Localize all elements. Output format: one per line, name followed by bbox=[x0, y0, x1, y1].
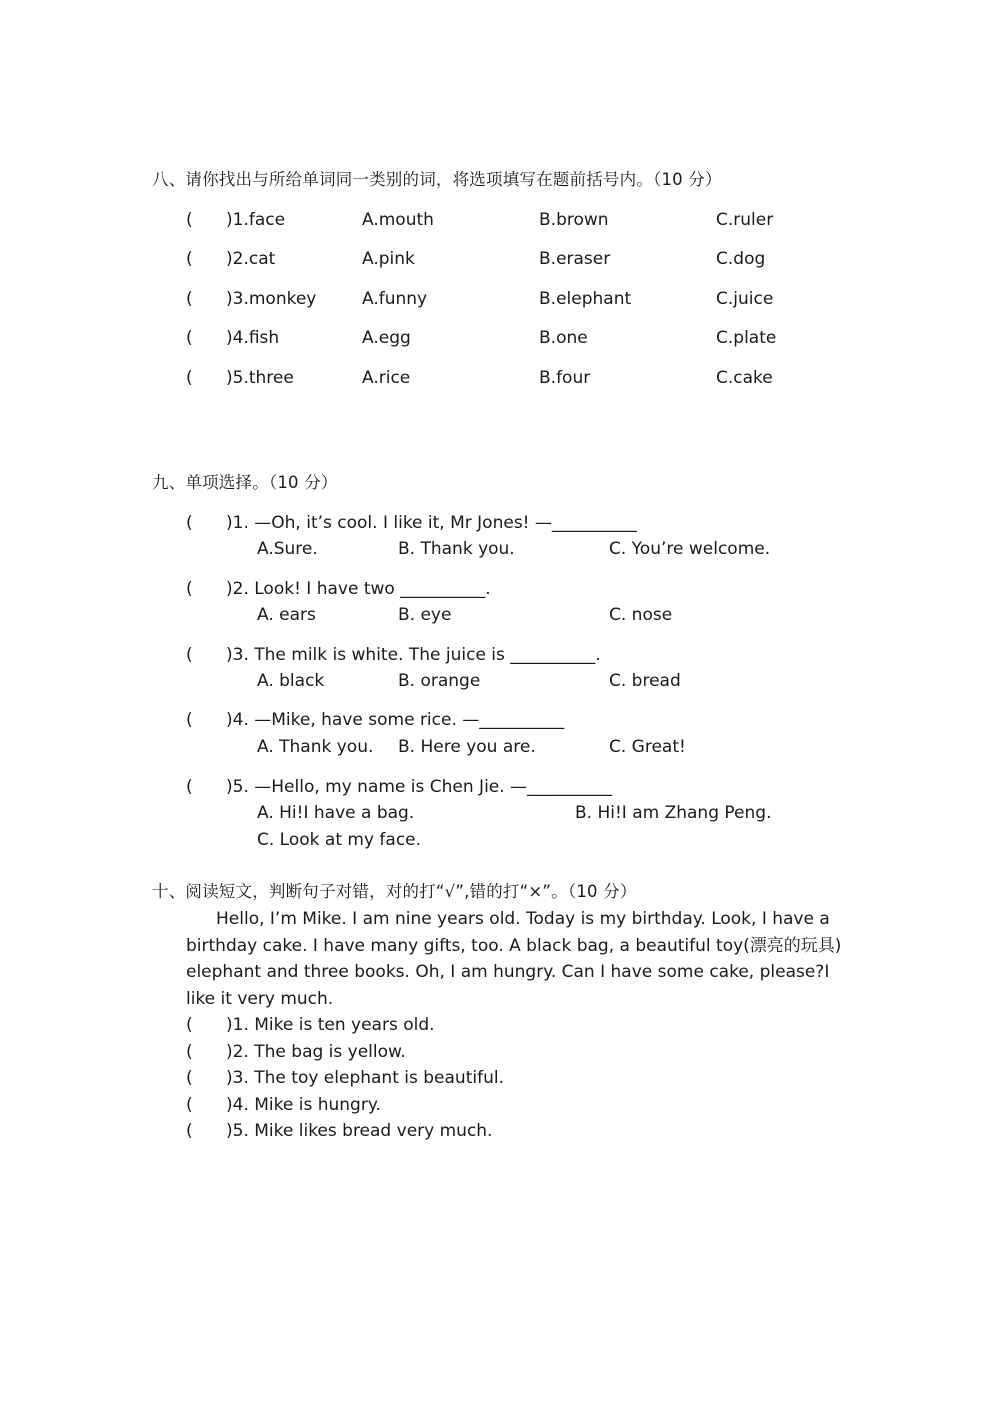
option-a: A. black bbox=[257, 671, 325, 691]
s10-statement-4 bbox=[0, 1094, 1000, 1118]
answer-paren[interactable]: ( bbox=[186, 579, 193, 599]
answer-paren[interactable]: ( bbox=[186, 368, 193, 388]
s10-statement-1 bbox=[0, 1014, 1000, 1038]
s8-item-5 bbox=[0, 367, 1000, 391]
section8-heading: 八、请你找出与所给单词同一类别的词，将选项填写在题前括号内。（10 分） bbox=[152, 170, 722, 189]
option-b: B. Here you are. bbox=[398, 737, 536, 757]
s8-item-3 bbox=[0, 288, 1000, 312]
answer-paren[interactable]: ( bbox=[186, 1042, 193, 1062]
reading-passage: Hello, I’m Mike. I am nine years old. Today is my birthday. Look, I have a birthday cake. I have many gifts, too. A black bag, a beautiful toy(漂亮的玩具) elephant and three books. Oh, I am hungry. Can I have some cake, please?I like it very much. bbox=[186, 909, 842, 1009]
item-stem: )2.cat bbox=[226, 249, 276, 269]
s9-question-1-options bbox=[0, 538, 1000, 562]
option-a: A.mouth bbox=[362, 210, 434, 230]
answer-paren[interactable]: ( bbox=[186, 210, 193, 230]
option-a: A.egg bbox=[362, 328, 411, 348]
option-c: C.dog bbox=[716, 249, 766, 269]
option-c: C. Great! bbox=[609, 737, 686, 757]
option-c: C. You’re welcome. bbox=[609, 539, 771, 559]
answer-paren[interactable]: ( bbox=[186, 289, 193, 309]
statement-text: )1. Mike is ten years old. bbox=[226, 1015, 435, 1035]
item-stem: )4.fish bbox=[226, 328, 280, 348]
option-c: C.cake bbox=[716, 368, 773, 388]
option-c: C.plate bbox=[716, 328, 777, 348]
option-a: A.Sure. bbox=[257, 539, 318, 559]
statement-text: )4. Mike is hungry. bbox=[226, 1095, 381, 1115]
option-b: B. Hi!I am Zhang Peng. bbox=[575, 803, 772, 823]
item-stem: )1.face bbox=[226, 210, 286, 230]
option-a: A. Hi!I have a bag. bbox=[257, 803, 415, 823]
answer-paren[interactable]: ( bbox=[186, 249, 193, 269]
s10-statement-5 bbox=[0, 1120, 1000, 1144]
option-b: B.eraser bbox=[539, 249, 611, 269]
statement-text: )5. Mike likes bread very much. bbox=[226, 1121, 493, 1141]
option-c: C.ruler bbox=[716, 210, 774, 230]
option-a: A. Thank you. bbox=[257, 737, 374, 757]
option-c: C. Look at my face. bbox=[257, 830, 422, 850]
section10-heading: 十、阅读短文，判断句子对错，对的打“√”,错的打“×”。（10 分） bbox=[152, 882, 637, 901]
option-b: B.elephant bbox=[539, 289, 632, 309]
option-a: A.pink bbox=[362, 249, 415, 269]
s9-question-1 bbox=[0, 512, 1000, 536]
answer-paren[interactable]: ( bbox=[186, 1121, 193, 1141]
s8-item-1 bbox=[0, 209, 1000, 233]
s9-question-3 bbox=[0, 644, 1000, 668]
question-stem: )5. —Hello, my name is Chen Jie. —__________ bbox=[226, 777, 613, 797]
question-stem: )2. Look! I have two __________. bbox=[226, 579, 491, 599]
answer-paren[interactable]: ( bbox=[186, 710, 193, 730]
answer-paren[interactable]: ( bbox=[186, 1015, 193, 1035]
s10-statement-2 bbox=[0, 1041, 1000, 1065]
s9-question-5 bbox=[0, 776, 1000, 800]
answer-paren[interactable]: ( bbox=[186, 513, 193, 533]
answer-paren[interactable]: ( bbox=[186, 645, 193, 665]
s9-question-4 bbox=[0, 709, 1000, 733]
question-stem: )3. The milk is white. The juice is __________. bbox=[226, 645, 601, 665]
item-stem: )3.monkey bbox=[226, 289, 317, 309]
option-c: C. bread bbox=[609, 671, 681, 691]
answer-paren[interactable]: ( bbox=[186, 777, 193, 797]
s10-statement-3 bbox=[0, 1067, 1000, 1091]
s9-question-2-options bbox=[0, 604, 1000, 628]
option-b: B. Thank you. bbox=[398, 539, 515, 559]
option-b: B.four bbox=[539, 368, 591, 388]
option-b: B. orange bbox=[398, 671, 481, 691]
question-stem: )4. —Mike, have some rice. —__________ bbox=[226, 710, 565, 730]
s8-item-2 bbox=[0, 248, 1000, 272]
answer-paren[interactable]: ( bbox=[186, 1095, 193, 1115]
answer-paren[interactable]: ( bbox=[186, 1068, 193, 1088]
s8-item-4 bbox=[0, 327, 1000, 351]
section9-heading: 九、单项选择。（10 分） bbox=[152, 473, 338, 492]
s9-question-3-options bbox=[0, 670, 1000, 694]
statement-text: )3. The toy elephant is beautiful. bbox=[226, 1068, 504, 1088]
item-stem: )5.three bbox=[226, 368, 294, 388]
s9-question-2 bbox=[0, 578, 1000, 602]
option-a: A. ears bbox=[257, 605, 316, 625]
answer-paren[interactable]: ( bbox=[186, 328, 193, 348]
question-stem: )1. —Oh, it’s cool. I like it, Mr Jones! —__________ bbox=[226, 513, 637, 533]
s9-question-5-options-ab bbox=[0, 802, 1000, 826]
option-b: B.brown bbox=[539, 210, 609, 230]
option-c: C. nose bbox=[609, 605, 673, 625]
statement-text: )2. The bag is yellow. bbox=[226, 1042, 406, 1062]
option-a: A.funny bbox=[362, 289, 428, 309]
s9-question-4-options bbox=[0, 736, 1000, 760]
option-b: B. eye bbox=[398, 605, 452, 625]
option-b: B.one bbox=[539, 328, 588, 348]
option-c: C.juice bbox=[716, 289, 774, 309]
s9-question-5-options-c bbox=[0, 829, 1000, 853]
option-a: A.rice bbox=[362, 368, 411, 388]
